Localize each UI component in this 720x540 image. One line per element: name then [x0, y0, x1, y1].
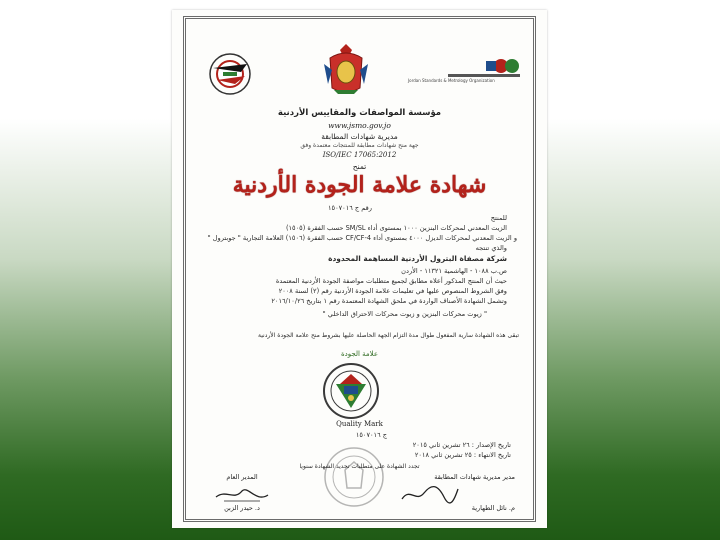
- jqm-logo-icon: [205, 50, 255, 98]
- grants-label: تمنح: [352, 162, 367, 171]
- director-title: مدير مديرية شهادات المطابقة: [434, 473, 515, 481]
- jsmo-name-en: Jordan Standards & Metrology Organization: [408, 78, 495, 83]
- certificate-page: [172, 10, 547, 528]
- certificate-number: رقم ج ١٥٠٧٠١٦: [328, 204, 372, 212]
- issue-date: تاريخ الإصدار : ٢٦ تشرين ثاني ٢٠١٥: [412, 441, 511, 449]
- director-general-name: د. حيدر الزبن: [224, 504, 260, 512]
- conformity-statement: حيث أن المنتج المذكور أعلاه مطابق لجميع متطلبات مواصفة الجودة الأردنية المعتمدة: [275, 277, 507, 285]
- quality-mark-number: ج ١٥٠٧٠١٦: [355, 431, 387, 439]
- certificate-title: شهادة علامة الجودة الأردنية: [232, 172, 487, 198]
- validity-statement: تبقى هذه الشهادة سارية المفعول طوال مدة التزام الجهة الحاصلة عليها بشروط منح علامة الجودة الأردنية: [258, 332, 519, 339]
- quality-mark-label-ar: علامة الجودة: [340, 350, 379, 358]
- produced-by: والذي تنتجه: [475, 244, 507, 252]
- website-link[interactable]: www.jsmo.gov.jo: [328, 121, 391, 130]
- director-general-signature-icon: [212, 483, 272, 505]
- company-address: ص.ب ١٠٨٨ - الهاشمية ١١٣٢١ - الأردن: [401, 267, 507, 275]
- rules-statement: وفق الشروط المنصوص عليها في تعليمات علامة الجودة الأردنية رقم (٢) لسنة ٢٠٠٨: [278, 287, 507, 295]
- expiry-date: تاريخ الانتهاء : ٢٥ تشرين ثاني ٢٠١٨: [414, 451, 511, 459]
- includes-statement: وتشمل الشهادة الأصناف الواردة في ملحق الشهادة المعتمدة رقم ١ بتاريخ ٢٠١٦/١٠/٢٦: [271, 297, 507, 305]
- director-name: م. نائل الطهارية: [471, 504, 515, 512]
- director-general-title: المدير العام: [226, 473, 258, 481]
- company-name: شركة مصفاة البترول الأردنية المساهمة المحدودة: [328, 254, 507, 263]
- official-stamp-icon: [323, 446, 385, 508]
- iso-standard: ISO/IEC 17065:2012: [322, 151, 397, 159]
- department-name: مديرية شهادات المطابقة: [321, 132, 398, 141]
- renewal-note: تجدد الشهادة على متطلبات تجديد الشهادة سنويا: [299, 463, 420, 470]
- product-line-2: و الزيت المعدني لمحركات الديزل ٤٠٠٠ بمستوى أداء CF/CF-4 حسب الفقرة (١٥٠٦) العلامة التجارية " جوبترول ": [207, 234, 517, 242]
- quality-mark-label-en: Quality Mark: [336, 420, 383, 428]
- quality-mark-seal-icon: [322, 362, 380, 420]
- org-name: مؤسسة المواصفات والمقاييس الأردنية: [277, 108, 442, 118]
- accreditation-text: جهة منح شهادات مطابقة للمنتجات معتمدة وفق: [300, 142, 419, 149]
- product-line-1: الزيت المعدني لمحركات البنزين ١٠٠٠ بمستوى أداء SM/SL حسب الفقرة (١٥٠٥): [285, 224, 507, 232]
- royal-crest-icon: [320, 44, 372, 96]
- to-label: للمنتج: [490, 214, 507, 222]
- products-covered: " زيوت محركات البنزين و زيوت محركات الاحتراق الداخلي ": [322, 310, 487, 318]
- director-signature-icon: [400, 483, 460, 505]
